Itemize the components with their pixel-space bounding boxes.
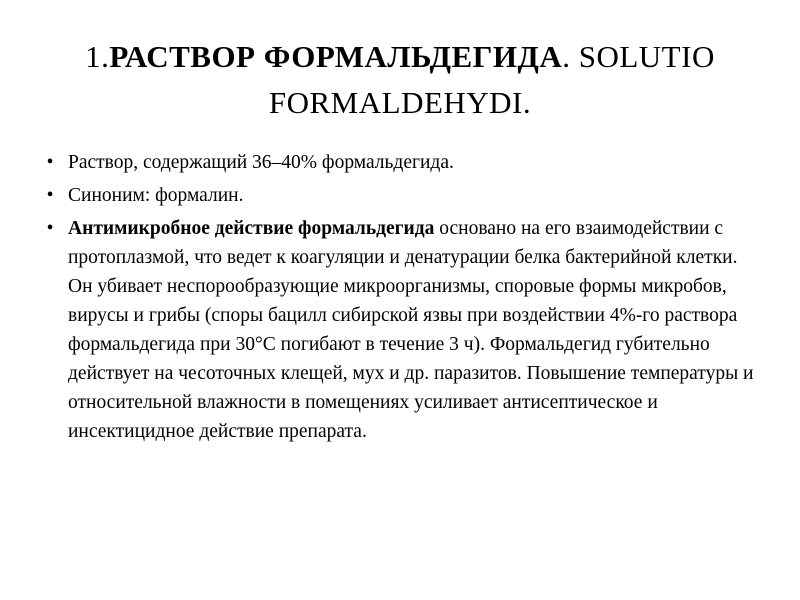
list-item — [36, 148, 756, 177]
bullet-list — [36, 148, 756, 450]
title-latin-part-1: SOLUTIO — [578, 39, 715, 74]
title-line-2 — [0, 80, 800, 126]
title-bold-text: РАСТВОР ФОРМАЛЬДЕГИДА — [109, 39, 563, 74]
list-item — [36, 181, 756, 210]
bullet-icon: • — [46, 218, 54, 239]
bullet-text: Синоним: формалин. — [68, 185, 244, 206]
bullet-icon: • — [46, 185, 54, 206]
bullet-text: Раствор, содержащий 36–40% формальдегида. — [68, 152, 454, 173]
title-number: 1. — [85, 39, 110, 74]
bullet-icon: • — [46, 152, 54, 173]
title-latin-part-2: FORMALDEHYDI. — [268, 85, 532, 120]
bullet-text: основано на его взаимодействии с протоплазмой, что ведет к коагуляции и денатурации белка бактерийной клетки. Он убивает неспорообразующие микроорганизмы, споровые формы микробов, вирусы и грибы (споры бацилл сибирской язвы при воздействии 4%-го раствора формальдегида при 30°С погибают в течение 3 ч). Формальдегид губительно действует на чесоточных клещей, мух и др. паразитов. Повышение температуры и относительной влажности в помещениях усиливает антисептическое и инсектицидное действие препарата. — [68, 218, 754, 442]
title-dot: . — [562, 39, 571, 74]
bullet-bold-text: Антимикробное действие формальдегида — [68, 218, 435, 239]
list-item — [36, 214, 756, 446]
slide-title — [0, 34, 800, 126]
title-line-1 — [0, 34, 800, 80]
